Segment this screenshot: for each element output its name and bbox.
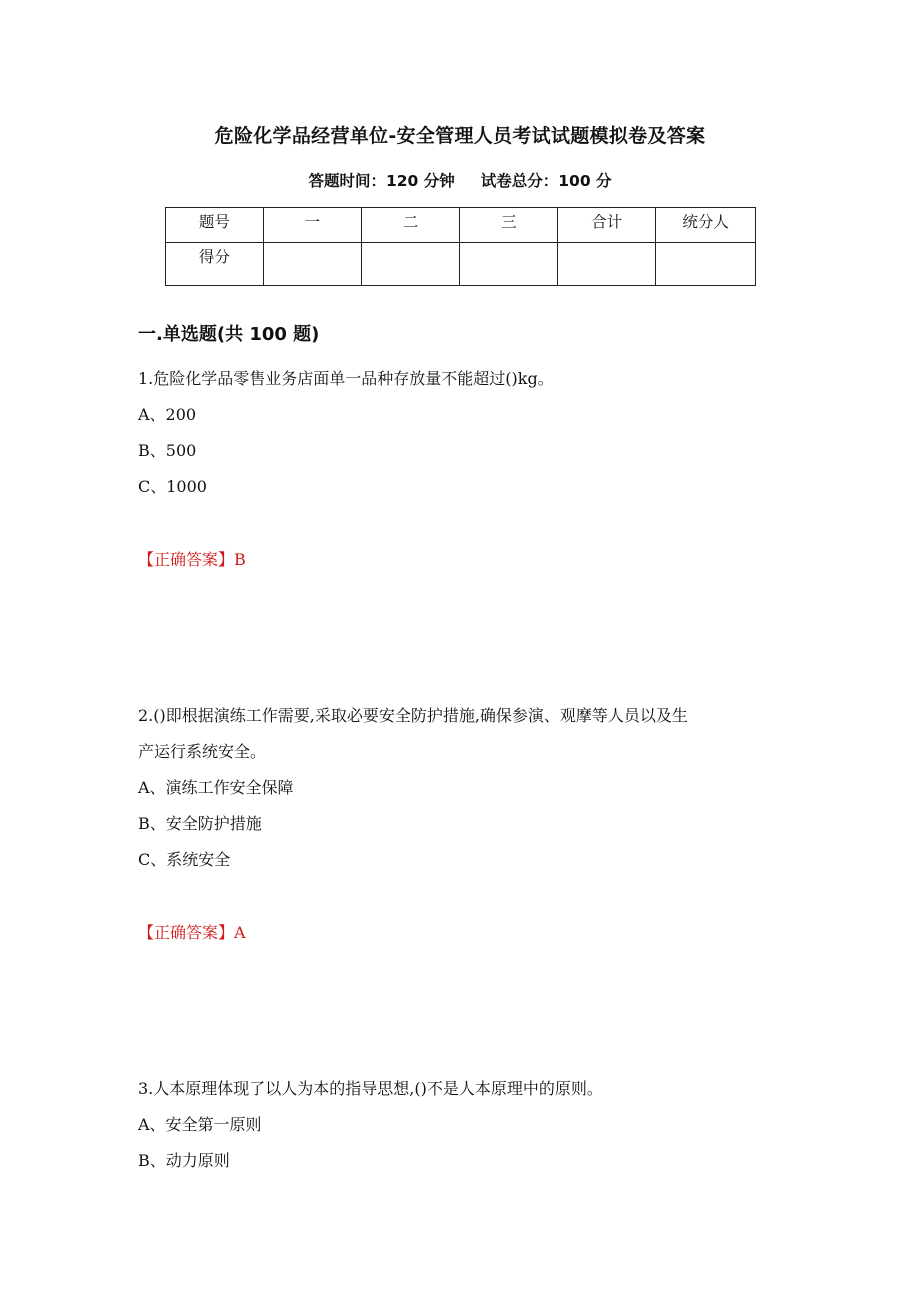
- score-cell[interactable]: [656, 243, 756, 286]
- score-cell[interactable]: [263, 243, 361, 286]
- score-table-score-row: [166, 243, 756, 286]
- question-2-text-line-1: 2.()即根据演练工作需要,采取必要安全防护措施,确保参演、观摩等人员以及生: [138, 706, 688, 725]
- score-cell[interactable]: [460, 243, 558, 286]
- score-cell[interactable]: [361, 243, 460, 286]
- question-1-option-a: A、200: [138, 405, 197, 424]
- question-1-text: 1.危险化学品零售业务店面单一品种存放量不能超过()kg。: [138, 369, 554, 388]
- header-cell: 合计: [558, 208, 656, 243]
- document-title: 危险化学品经营单位-安全管理人员考试试题模拟卷及答案: [214, 125, 706, 147]
- header-cell: 三: [460, 208, 558, 243]
- question-3-text: 3.人本原理体现了以人为本的指导思想,()不是人本原理中的原则。: [138, 1079, 603, 1098]
- score-table-header-row: [166, 208, 756, 243]
- question-1-answer: 【正确答案】B: [138, 550, 246, 569]
- header-cell: 统分人: [656, 208, 756, 243]
- exam-total-score: 试卷总分：100 分: [480, 172, 612, 190]
- question-3-option-a: A、安全第一原则: [138, 1115, 262, 1134]
- question-2-text-line-2: 产运行系统安全。: [138, 742, 267, 761]
- header-cell: 题号: [166, 208, 264, 243]
- score-cell[interactable]: [558, 243, 656, 286]
- section-title: 一.单选题(共 100 题): [138, 324, 320, 345]
- header-cell: 二: [361, 208, 460, 243]
- question-1-option-c: C、1000: [138, 477, 207, 496]
- question-2-option-b: B、安全防护措施: [138, 814, 262, 833]
- question-2-answer: 【正确答案】A: [138, 923, 246, 942]
- score-row-label: 得分: [166, 243, 264, 286]
- score-table: [165, 207, 756, 286]
- question-2-option-a: A、演练工作安全保障: [138, 778, 294, 797]
- question-2-option-c: C、系统安全: [138, 850, 231, 869]
- header-cell: 一: [263, 208, 361, 243]
- question-3-option-b: B、动力原则: [138, 1151, 230, 1170]
- exam-info: [0, 169, 920, 193]
- question-1-option-b: B、500: [138, 441, 197, 460]
- exam-time: 答题时间：120 分钟: [308, 172, 455, 190]
